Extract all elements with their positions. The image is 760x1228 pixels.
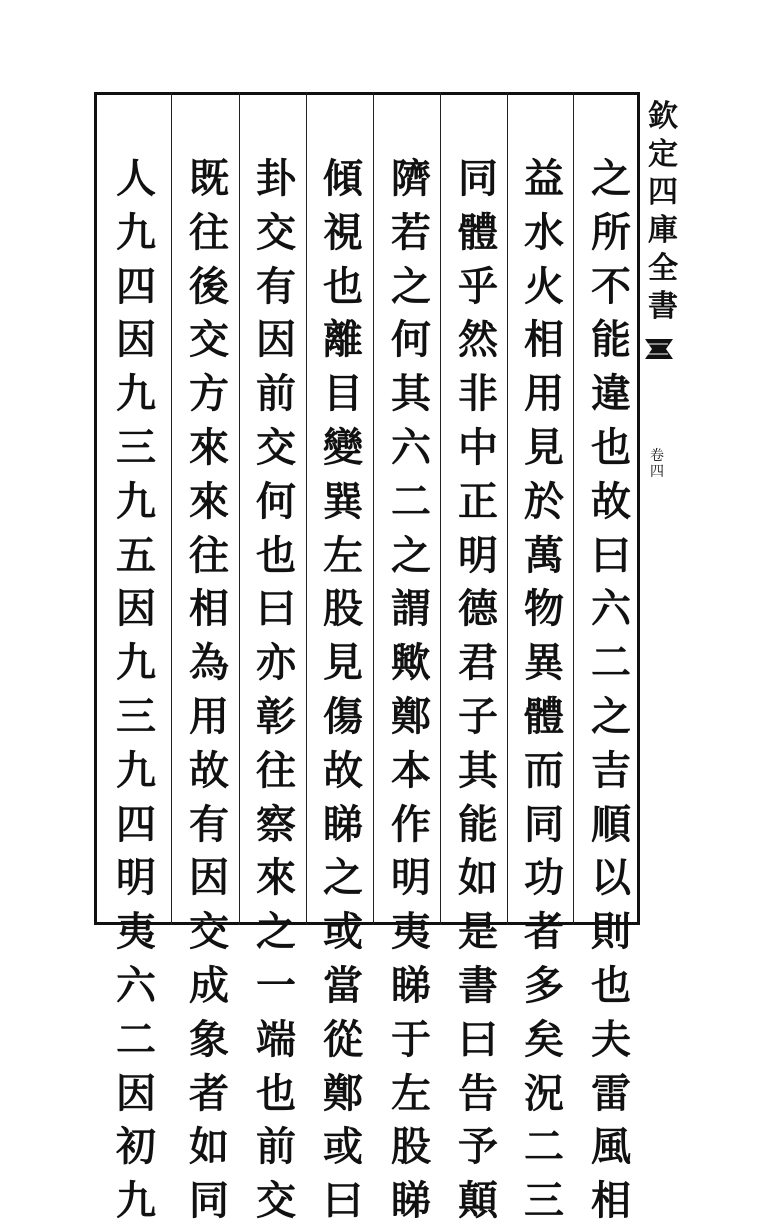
glyph: 君 (458, 639, 498, 687)
glyph: 傾 (323, 155, 363, 202)
glyph: 乎 (458, 262, 498, 310)
glyph: 同 (524, 800, 564, 848)
glyph: 因 (116, 316, 156, 364)
glyph: 然 (458, 316, 498, 364)
glyph: 用 (524, 370, 564, 418)
glyph: 何 (256, 477, 296, 525)
glyph: 也 (323, 262, 363, 310)
glyph: 謂 (391, 585, 431, 633)
glyph: 明 (116, 854, 156, 902)
glyph: 既 (189, 155, 229, 202)
glyph: 交 (256, 423, 296, 471)
glyph: 非 (458, 370, 498, 418)
glyph: 來 (189, 477, 229, 525)
glyph: 視 (323, 208, 363, 256)
column-rule (440, 92, 441, 925)
glyph: 往 (189, 208, 229, 256)
text-column-1 (585, 152, 637, 1228)
glyph: 九 (116, 477, 156, 525)
column-rule (573, 92, 574, 925)
glyph: 左 (323, 531, 363, 579)
glyph: 來 (189, 423, 229, 471)
text-column-5 (317, 152, 369, 1228)
glyph: 後 (189, 262, 229, 310)
glyph: 九 (116, 639, 156, 687)
glyph: 之 (591, 155, 631, 202)
glyph: 三 (116, 423, 156, 471)
glyph: 人 (116, 155, 156, 202)
glyph: 四 (650, 464, 664, 480)
column-rule (507, 92, 508, 925)
glyph: 書 (648, 289, 678, 324)
glyph: 交 (189, 316, 229, 364)
glyph: 二 (524, 1123, 564, 1171)
column-rule (171, 92, 172, 925)
glyph: 也 (591, 961, 631, 1009)
glyph: 況 (524, 1069, 564, 1117)
glyph: 六 (116, 961, 156, 1009)
glyph: 為 (189, 639, 229, 687)
glyph: 火 (524, 262, 564, 310)
glyph: 前 (256, 370, 296, 418)
glyph: 順 (591, 800, 631, 848)
fish-tail-mark-icon (644, 336, 674, 362)
glyph: 物 (524, 585, 564, 633)
glyph: 其 (458, 746, 498, 794)
book-title (643, 98, 683, 326)
glyph: 明 (391, 854, 431, 902)
glyph: 作 (391, 800, 431, 848)
glyph: 三 (116, 692, 156, 740)
glyph: 六 (591, 585, 631, 633)
glyph: 益 (524, 155, 564, 202)
glyph: 因 (189, 854, 229, 902)
glyph: 成 (189, 961, 229, 1009)
glyph: 者 (189, 1069, 229, 1117)
glyph: 九 (116, 1177, 156, 1225)
glyph: 功 (524, 854, 564, 902)
glyph: 所 (591, 208, 631, 256)
glyph: 有 (189, 800, 229, 848)
glyph: 曰 (323, 1177, 363, 1225)
glyph: 當 (323, 961, 363, 1009)
glyph: 萬 (524, 531, 564, 579)
glyph: 則 (591, 908, 631, 956)
glyph: 欽 (648, 99, 678, 134)
glyph: 庫 (648, 213, 678, 248)
glyph: 用 (189, 692, 229, 740)
text-column-7 (183, 152, 235, 1228)
glyph: 夫 (591, 1015, 631, 1063)
glyph: 往 (256, 746, 296, 794)
glyph: 相 (591, 1177, 631, 1225)
glyph: 傷 (323, 692, 363, 740)
volume-label (650, 448, 664, 480)
glyph: 風 (591, 1123, 631, 1171)
glyph: 目 (323, 370, 363, 418)
glyph: 九 (116, 746, 156, 794)
glyph: 本 (391, 746, 431, 794)
glyph: 方 (189, 370, 229, 418)
glyph: 五 (116, 531, 156, 579)
glyph: 體 (458, 208, 498, 256)
glyph: 以 (591, 854, 631, 902)
glyph: 卷 (650, 448, 664, 464)
glyph: 有 (256, 262, 296, 310)
glyph: 往 (189, 531, 229, 579)
glyph: 見 (524, 423, 564, 471)
glyph: 曰 (458, 1015, 498, 1063)
glyph: 相 (189, 585, 229, 633)
glyph: 之 (391, 531, 431, 579)
glyph: 鄭 (323, 1069, 363, 1117)
glyph: 於 (524, 477, 564, 525)
glyph: 交 (256, 1177, 296, 1225)
glyph: 三 (524, 1177, 564, 1225)
glyph: 初 (116, 1123, 156, 1171)
glyph: 夷 (391, 908, 431, 956)
glyph: 也 (256, 531, 296, 579)
glyph: 端 (256, 1015, 296, 1063)
glyph: 之 (391, 262, 431, 310)
glyph: 九 (116, 370, 156, 418)
glyph: 其 (391, 370, 431, 418)
glyph: 或 (323, 1123, 363, 1171)
glyph: 來 (256, 854, 296, 902)
glyph: 子 (458, 692, 498, 740)
glyph: 如 (189, 1123, 229, 1171)
glyph: 也 (256, 1069, 296, 1117)
glyph: 能 (591, 316, 631, 364)
glyph: 曰 (591, 531, 631, 579)
glyph: 六 (391, 423, 431, 471)
glyph: 卦 (256, 155, 296, 202)
glyph: 從 (323, 1015, 363, 1063)
glyph: 吉 (591, 746, 631, 794)
glyph: 予 (458, 1123, 498, 1171)
glyph: 睇 (391, 1177, 431, 1225)
text-column-8 (110, 152, 162, 1228)
glyph: 四 (116, 800, 156, 848)
glyph: 也 (591, 423, 631, 471)
glyph: 是 (458, 908, 498, 956)
glyph: 彰 (256, 692, 296, 740)
glyph: 因 (116, 585, 156, 633)
column-rule (306, 92, 307, 925)
glyph: 若 (391, 208, 431, 256)
glyph: 之 (256, 908, 296, 956)
glyph: 書 (458, 961, 498, 1009)
glyph: 交 (189, 908, 229, 956)
glyph: 何 (391, 316, 431, 364)
glyph: 左 (391, 1069, 431, 1117)
glyph: 如 (458, 854, 498, 902)
glyph: 四 (648, 175, 678, 210)
glyph: 能 (458, 800, 498, 848)
glyph: 多 (524, 961, 564, 1009)
glyph: 全 (648, 251, 678, 286)
glyph: 故 (189, 746, 229, 794)
glyph: 體 (524, 692, 564, 740)
glyph: 同 (189, 1177, 229, 1225)
text-column-4 (385, 152, 437, 1228)
glyph: 不 (591, 262, 631, 310)
glyph: 者 (524, 908, 564, 956)
glyph: 違 (591, 370, 631, 418)
glyph: 見 (323, 639, 363, 687)
glyph: 鄭 (391, 692, 431, 740)
glyph: 九 (116, 208, 156, 256)
glyph: 睇 (391, 961, 431, 1009)
glyph: 于 (391, 1015, 431, 1063)
glyph: 或 (323, 908, 363, 956)
glyph: 明 (458, 531, 498, 579)
glyph: 亦 (256, 639, 296, 687)
glyph: 交 (256, 208, 296, 256)
glyph: 之 (323, 854, 363, 902)
glyph: 因 (256, 316, 296, 364)
glyph: 而 (524, 746, 564, 794)
glyph: 隮 (391, 155, 431, 202)
glyph: 之 (591, 692, 631, 740)
glyph: 四 (116, 262, 156, 310)
glyph: 股 (391, 1123, 431, 1171)
column-rule (373, 92, 374, 925)
glyph: 矣 (524, 1015, 564, 1063)
glyph: 故 (591, 477, 631, 525)
glyph: 察 (256, 800, 296, 848)
text-column-3 (452, 152, 504, 1228)
glyph: 一 (256, 961, 296, 1009)
glyph: 象 (189, 1015, 229, 1063)
glyph: 二 (391, 477, 431, 525)
glyph: 曰 (256, 585, 296, 633)
glyph: 睇 (323, 800, 363, 848)
glyph: 變 (323, 423, 363, 471)
column-rule (239, 92, 240, 925)
glyph: 股 (323, 585, 363, 633)
glyph: 相 (524, 316, 564, 364)
glyph: 歟 (391, 639, 431, 687)
glyph: 夷 (116, 908, 156, 956)
text-column-2 (518, 152, 570, 1228)
glyph: 故 (323, 746, 363, 794)
glyph: 二 (116, 1015, 156, 1063)
glyph: 二 (591, 639, 631, 687)
glyph: 因 (116, 1069, 156, 1117)
glyph: 定 (648, 137, 678, 172)
glyph: 告 (458, 1069, 498, 1117)
glyph: 離 (323, 316, 363, 364)
glyph: 水 (524, 208, 564, 256)
glyph: 巽 (323, 477, 363, 525)
glyph: 雷 (591, 1069, 631, 1117)
glyph: 中 (458, 423, 498, 471)
glyph: 德 (458, 585, 498, 633)
glyph: 前 (256, 1123, 296, 1171)
text-column-6 (250, 152, 302, 1228)
glyph: 顛 (458, 1177, 498, 1225)
glyph: 同 (458, 155, 498, 202)
glyph: 正 (458, 477, 498, 525)
glyph: 異 (524, 639, 564, 687)
